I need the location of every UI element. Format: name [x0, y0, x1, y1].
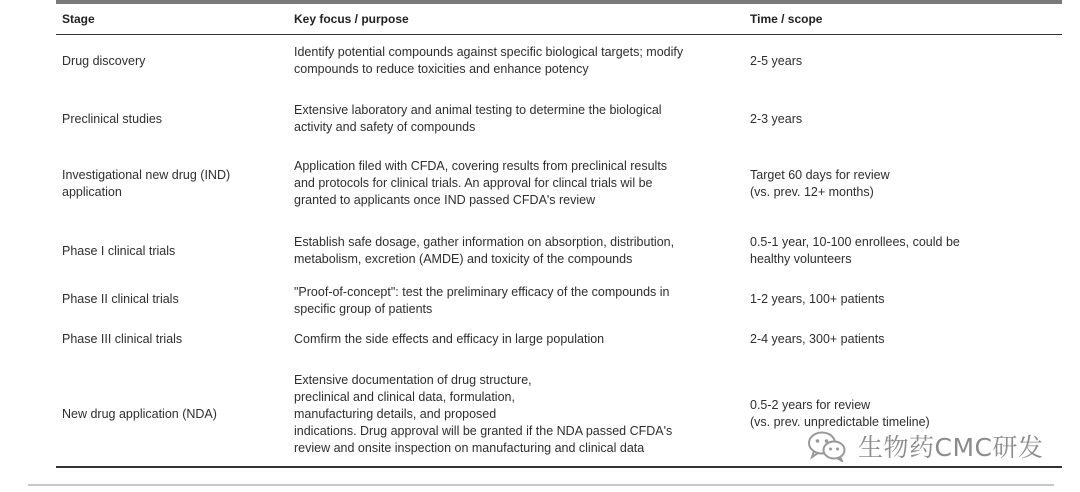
cell-line: Target 60 days for review — [750, 168, 890, 182]
cell-line: 0.5-2 years for review — [750, 398, 871, 412]
footer-divider — [28, 484, 1054, 486]
time-cell — [750, 331, 884, 348]
stage-cell — [62, 167, 230, 201]
stage-cell — [62, 331, 182, 348]
focus-cell — [294, 234, 674, 268]
cell-line: activity and safety of compounds — [294, 120, 476, 134]
header-focus: Key focus / purpose — [294, 12, 409, 26]
cell-line: Phase III clinical trials — [62, 332, 183, 346]
cell-line: 2-3 years — [750, 112, 803, 126]
cell-line: metabolism, excretion (AMDE) and toxicity of the compounds — [294, 252, 633, 266]
header-time: Time / scope — [750, 12, 823, 26]
cell-line: Extensive laboratory and animal testing to determine the biological — [294, 103, 662, 117]
time-cell — [750, 291, 884, 308]
stage-cell — [62, 53, 145, 70]
cell-line: Application filed with CFDA, covering results from preclinical results — [294, 159, 668, 173]
time-cell — [750, 53, 802, 70]
focus-cell — [294, 284, 670, 318]
time-cell — [750, 397, 930, 431]
cell-line: 0.5-1 year, 10-100 enrollees, could be — [750, 235, 960, 249]
focus-cell — [294, 372, 672, 457]
time-cell — [750, 111, 802, 128]
cell-line: 2-4 years, 300+ patients — [750, 332, 885, 346]
cell-line: application — [62, 185, 122, 199]
cell-line: manufacturing details, and proposed — [294, 407, 497, 421]
cell-line: Phase I clinical trials — [62, 244, 176, 258]
focus-cell — [294, 44, 683, 78]
cell-line: 2-5 years — [750, 54, 803, 68]
cell-line: 1-2 years, 100+ patients — [750, 292, 885, 306]
cell-line: and protocols for clinical trials. An approval for clincal trials wil be — [294, 176, 653, 190]
stage-cell — [62, 111, 162, 128]
cell-line: Identify potential compounds against specific biological targets; modify — [294, 45, 684, 59]
cell-line: compounds to reduce toxicities and enhance potency — [294, 62, 589, 76]
table-bottom-rule — [56, 466, 1062, 468]
stage-cell — [62, 406, 217, 423]
watermark — [806, 428, 1043, 464]
cell-line: specific group of patients — [294, 302, 433, 316]
focus-cell — [294, 158, 667, 209]
cell-line: Establish safe dosage, gather information on absorption, distribution, — [294, 235, 675, 249]
cell-line: preclinical and clinical data, formulation, — [294, 390, 515, 404]
table-header-row — [56, 4, 1062, 35]
cell-line: "Proof-of-concept": test the preliminary efficacy of the compounds in — [294, 285, 670, 299]
cell-line: Drug discovery — [62, 54, 146, 68]
cell-line: Phase II clinical trials — [62, 292, 179, 306]
cell-line: New drug application (NDA) — [62, 407, 217, 421]
cell-line: Comfirm the side effects and efficacy in large population — [294, 332, 605, 346]
stage-cell — [62, 291, 179, 308]
cell-line: healthy volunteers — [750, 252, 852, 266]
cell-line: indications. Drug approval will be granted if the NDA passed CFDA's — [294, 424, 673, 438]
cell-line: Preclinical studies — [62, 112, 163, 126]
watermark-text: 生物药CMC研发 — [858, 433, 1044, 462]
focus-cell — [294, 331, 604, 348]
cell-line: (vs. prev. 12+ months) — [750, 185, 874, 199]
cell-line: review and onsite inspection on manufacturing and clinical data — [294, 441, 645, 455]
cell-line: Investigational new drug (IND) — [62, 168, 231, 182]
wechat-icon — [806, 430, 848, 462]
focus-cell — [294, 102, 662, 136]
stage-cell — [62, 243, 175, 260]
time-cell — [750, 234, 960, 268]
cell-line: Extensive documentation of drug structure, — [294, 373, 532, 387]
cell-line: granted to applicants once IND passed CFDA's review — [294, 193, 596, 207]
header-stage: Stage — [62, 12, 95, 26]
time-cell — [750, 167, 890, 201]
cell-line: (vs. prev. unpredictable timeline) — [750, 415, 930, 429]
